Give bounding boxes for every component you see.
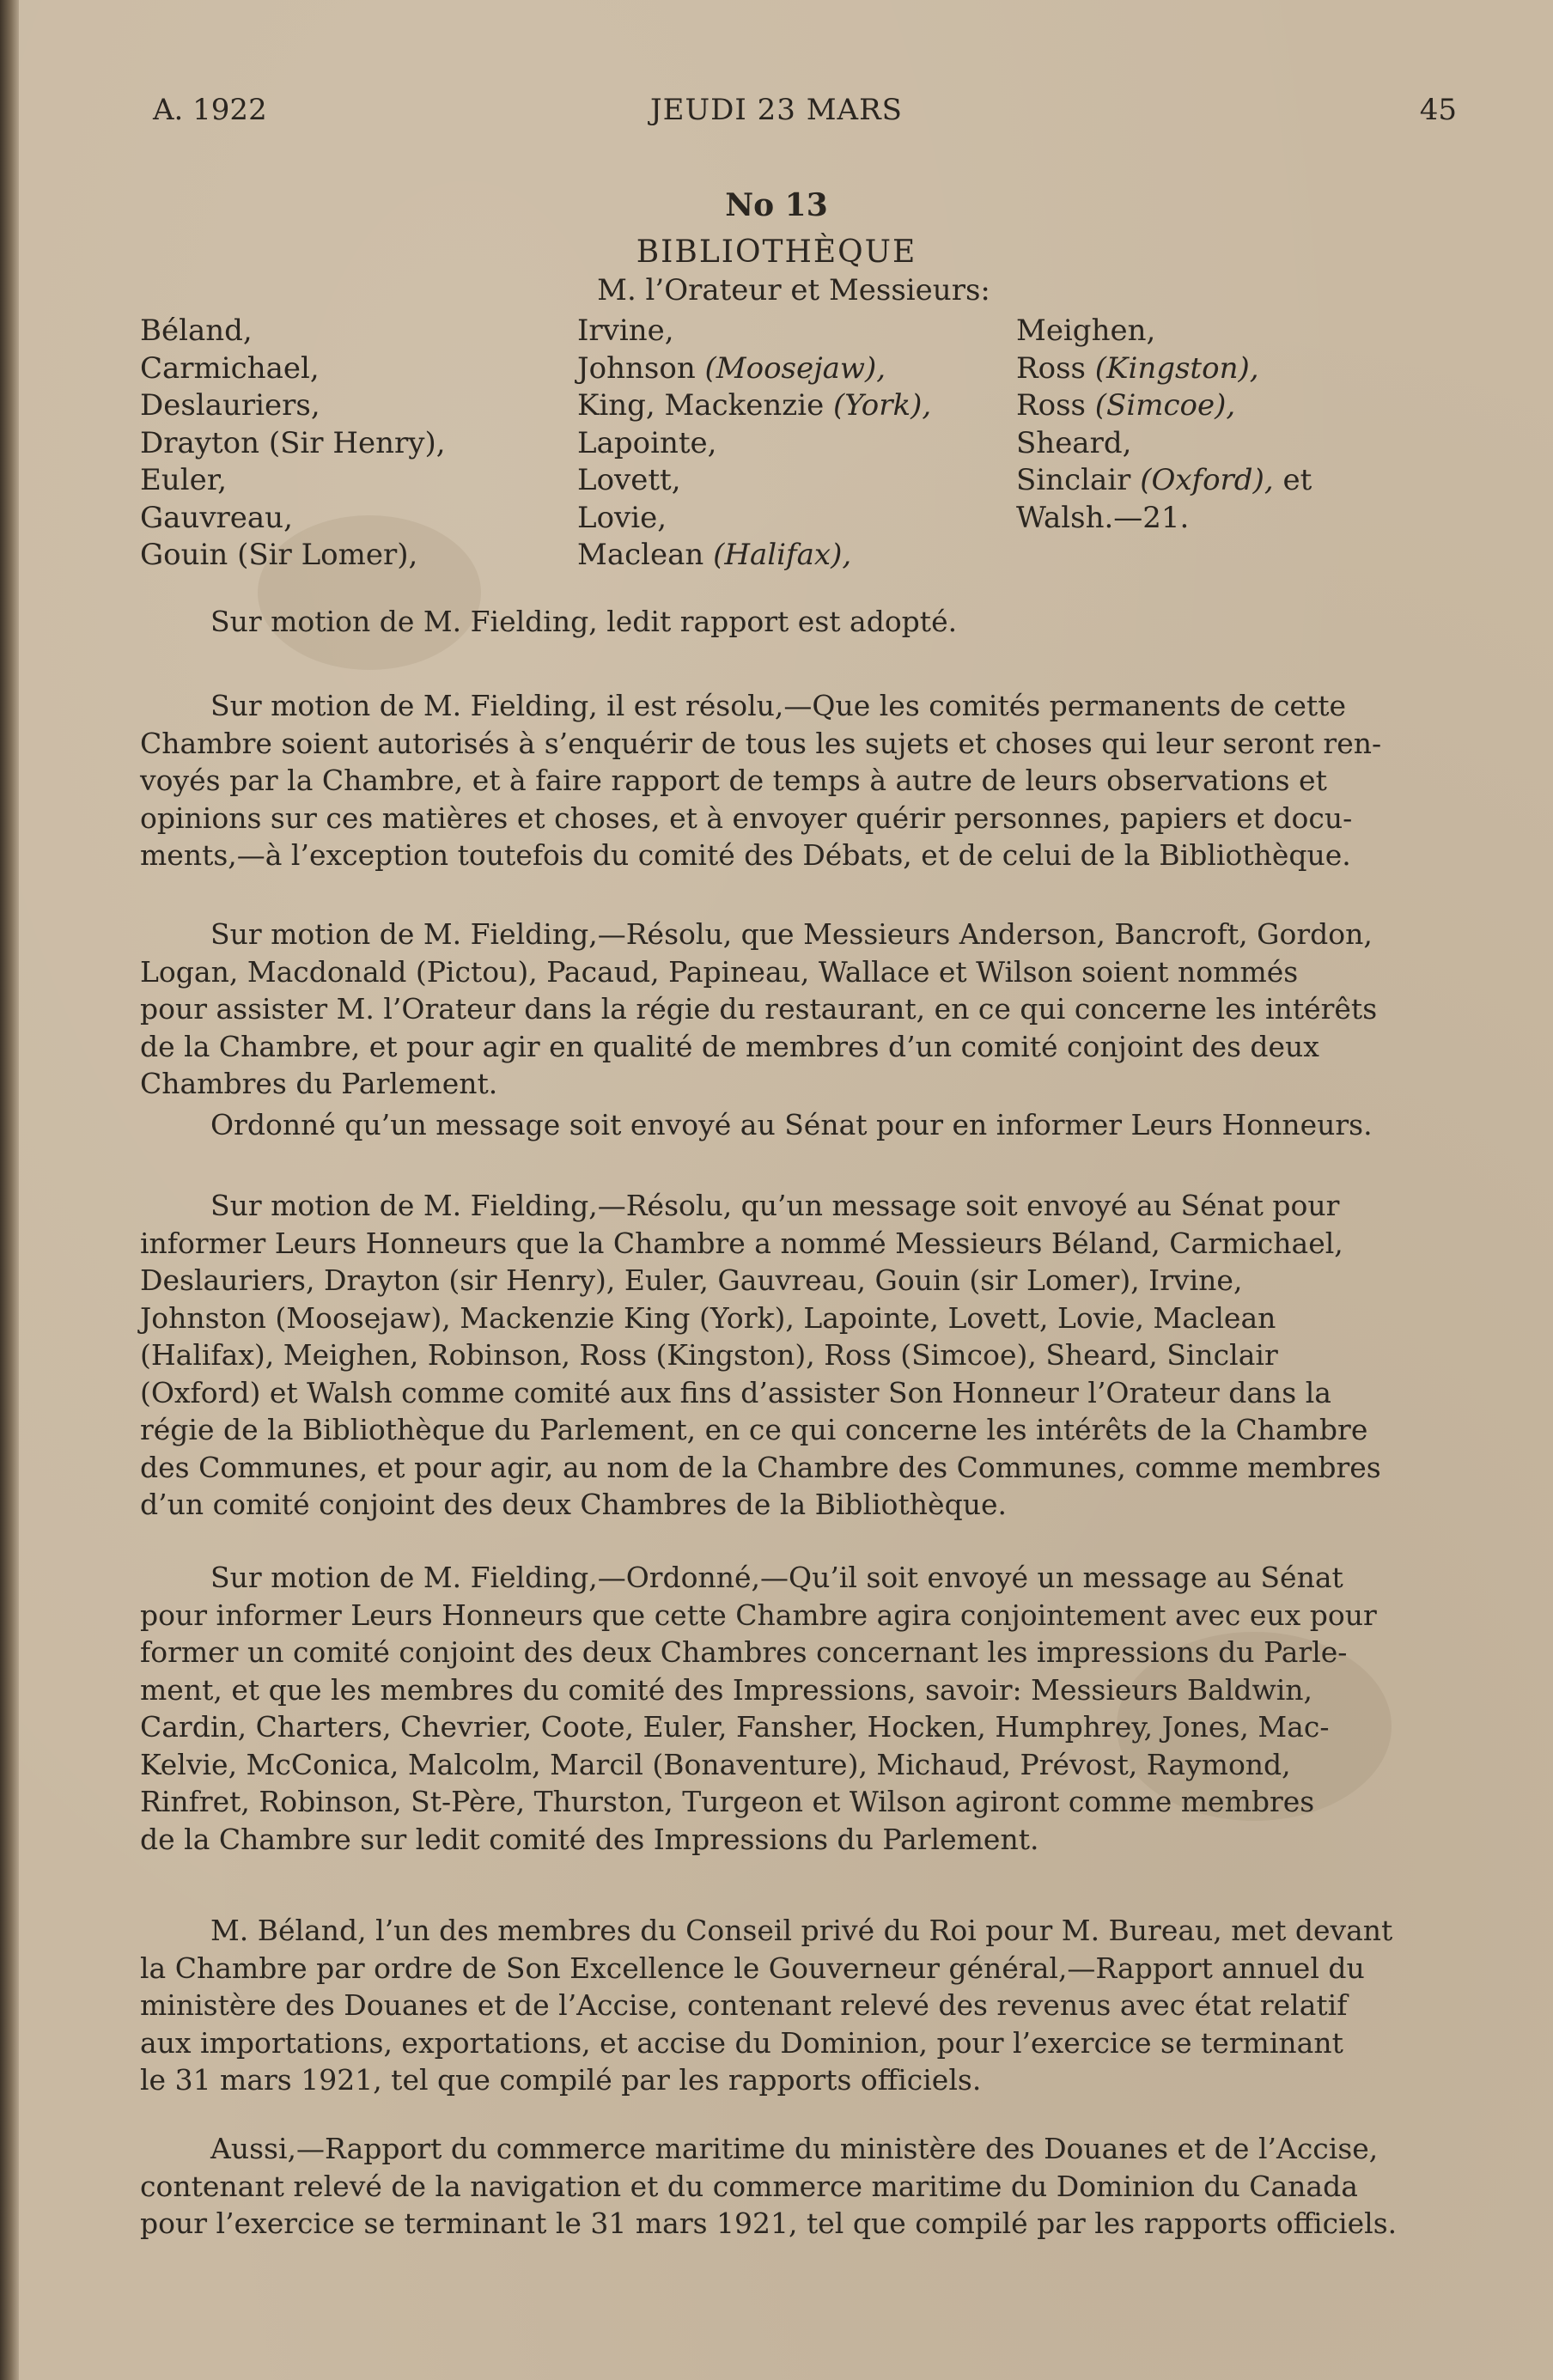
text-line: informer Leurs Honneurs que la Chambre a nommé Messieurs Béland, Carmichael,	[140, 1226, 1343, 1260]
member-name: Carmichael,	[140, 350, 320, 386]
text-line: de la Chambre sur ledit comité des Impressions du Parlement.	[140, 1822, 1039, 1856]
committee-members	[0, 313, 1553, 579]
member-name: Ross	[1016, 388, 1095, 423]
text-line: Deslauriers, Drayton (sir Henry), Euler, Gauvreau, Gouin (sir Lomer), Irvine,	[140, 1263, 1243, 1297]
member-riding: (Oxford),	[1140, 463, 1274, 497]
member-entry	[1016, 387, 1312, 425]
member-entry	[1016, 313, 1312, 350]
page-number: 45	[1419, 93, 1457, 127]
text-line: (Oxford) et Walsh comme comité aux fins d’assister Son Honneur l’Orateur dans la	[140, 1375, 1331, 1409]
member-name: Lovett,	[577, 463, 681, 497]
committee-title: BIBLIOTHÈQUE	[636, 234, 917, 270]
member-entry	[577, 462, 931, 500]
text-line: (Halifax), Meighen, Robinson, Ross (Kingston), Ross (Simcoe), Sheard, Sinclair	[140, 1338, 1278, 1372]
paragraph-standing-committees	[140, 687, 1446, 874]
member-name: Maclean	[577, 538, 714, 572]
text-line: Rinfret, Robinson, St-Père, Thurston, Turgeon et Wilson agiront comme membres	[140, 1785, 1315, 1818]
member-entry	[577, 500, 931, 538]
member-entry	[577, 537, 931, 575]
text-line: pour informer Leurs Honneurs que cette Chambre agira conjointement avec eux pour	[140, 1598, 1377, 1632]
paragraph-senate-message	[140, 1106, 1446, 1144]
text-line: de la Chambre, et pour agir en qualité de membres d’un comité conjoint des deux	[140, 1029, 1319, 1063]
header-year: A. 1922	[153, 93, 267, 127]
member-name: Ross	[1016, 350, 1095, 386]
text-line: Chambre soient autorisés à s’enquérir de tous les sujets et choses qui leur seront ren-	[140, 726, 1382, 760]
member-entry	[1016, 350, 1312, 388]
member-riding: (Kingston),	[1094, 350, 1259, 386]
text-line: d’un comité conjoint des deux Chambres de la Bibliothèque.	[140, 1488, 1007, 1521]
text-line: Aussi,—Rapport du commerce maritime du ministère des Douanes et de l’Accise,	[210, 2132, 1379, 2165]
member-name: Meighen,	[1016, 313, 1156, 348]
text-line: des Communes, et pour agir, au nom de la Chambre des Communes, comme membres	[140, 1450, 1381, 1484]
text-line: le 31 mars 1921, tel que compilé par les rapports officiels.	[140, 2063, 982, 2097]
member-name: Gauvreau,	[140, 500, 293, 535]
member-entry	[577, 313, 931, 350]
text-line: Sur motion de M. Fielding,—Ordonné,—Qu’il soit envoyé un message au Sénat	[210, 1561, 1343, 1594]
text-line: pour l’exercice se terminant le 31 mars 1921, tel que compilé par les rapports officiels.	[140, 2207, 1398, 2240]
member-entry	[577, 350, 931, 388]
member-riding: (Moosejaw),	[704, 350, 886, 386]
text-line: Cardin, Charters, Chevrier, Coote, Euler, Fansher, Hocken, Humphrey, Jones, Mac-	[140, 1710, 1330, 1744]
member-name: Irvine,	[577, 313, 674, 348]
member-name: Deslauriers,	[140, 388, 320, 423]
text-line: Johnston (Moosejaw), Mackenzie King (York), Lapointe, Lovett, Lovie, Maclean	[140, 1300, 1276, 1335]
member-entry	[577, 387, 931, 425]
member-entry	[1016, 500, 1312, 538]
text-line: Sur motion de M. Fielding,—Résolu, qu’un message soit envoyé au Sénat pour	[210, 1189, 1340, 1222]
committee-intro: M. l’Orateur et Messieurs:	[597, 273, 990, 307]
member-name: Walsh.—21.	[1016, 500, 1190, 535]
member-name: Drayton (Sir Henry),	[140, 425, 446, 460]
member-name: Euler,	[140, 463, 228, 497]
text-line: contenant relevé de la navigation et du commerce maritime du Dominion du Canada	[140, 2169, 1358, 2203]
text-line: Logan, Macdonald (Pictou), Pacaud, Papineau, Wallace et Wilson soient nommés	[140, 954, 1299, 989]
page-header	[0, 93, 1553, 136]
member-entry	[577, 425, 931, 463]
text-line: ment, et que les membres du comité des Impressions, savoir: Messieurs Baldwin,	[140, 1672, 1313, 1707]
text-line: ments,—à l’exception toutefois du comité des Débats, et de celui de la Bibliothèque.	[140, 838, 1351, 872]
member-name: Sheard,	[1016, 425, 1132, 460]
text-line: Kelvie, McConica, Malcolm, Marcil (Bonaventure), Michaud, Prévost, Raymond,	[140, 1747, 1291, 1781]
member-name: Béland,	[140, 313, 253, 348]
member-name: Lapointe,	[577, 425, 717, 460]
member-entry	[1016, 462, 1312, 500]
text-line: Sur motion de M. Fielding, ledit rapport est adopté.	[210, 605, 958, 638]
header-date: JEUDI 23 MARS	[650, 93, 903, 127]
members-column-1	[140, 313, 446, 575]
member-riding: (York),	[833, 388, 932, 423]
text-line: pour assister M. l’Orateur dans la régie du restaurant, en ce qui concerne les intérêts	[140, 992, 1378, 1026]
text-line: Chambres du Parlement.	[140, 1067, 498, 1100]
member-name: Johnson	[577, 350, 705, 386]
members-column-3	[1016, 313, 1312, 537]
member-entry	[1016, 425, 1312, 463]
text-line: la Chambre par ordre de Son Excellence le Gouverneur général,—Rapport annuel du	[140, 1951, 1365, 1985]
member-name: King, Mackenzie	[577, 388, 834, 423]
text-line: voyés par la Chambre, et à faire rapport de temps à autre de leurs observations et	[140, 764, 1327, 797]
text-line: Sur motion de M. Fielding, il est résolu,—Que les comités permanents de cette	[210, 689, 1346, 722]
member-suffix: et	[1273, 463, 1312, 497]
member-name: Gouin (Sir Lomer),	[140, 538, 418, 572]
text-line: aux importations, exportations, et accise du Dominion, pour l’exercice se terminant	[140, 2025, 1343, 2060]
text-line: ministère des Douanes et de l’Accise, contenant relevé des revenus avec état relatif	[140, 1988, 1348, 2022]
member-name: Sinclair	[1016, 463, 1141, 497]
members-column-2	[577, 313, 931, 575]
committee-number: No 13	[725, 187, 828, 223]
text-line: M. Béland, l’un des membres du Conseil privé du Roi pour M. Bureau, met devant	[210, 1914, 1393, 1947]
text-line: opinions sur ces matières et choses, et à envoyer quérir personnes, papiers et docu-	[140, 800, 1353, 835]
paragraph-maritime-report	[140, 2130, 1446, 2243]
text-line: Sur motion de M. Fielding,—Résolu, que Messieurs Anderson, Bancroft, Gordon,	[210, 917, 1373, 951]
member-name: Lovie,	[577, 500, 667, 535]
paragraph-customs-report	[140, 1912, 1446, 2099]
text-line: régie de la Bibliothèque du Parlement, en ce qui concerne les intérêts de la Chambre	[140, 1413, 1368, 1446]
text-line: Ordonné qu’un message soit envoyé au Sénat pour en informer Leurs Honneurs.	[210, 1108, 1373, 1141]
member-riding: (Halifax),	[713, 538, 852, 572]
paragraph-printing-committee	[140, 1559, 1446, 1858]
paragraph-restaurant-committee	[140, 916, 1446, 1103]
paragraph-report-adopted	[140, 603, 1446, 641]
text-line: former un comité conjoint des deux Chambres concernant les impressions du Parle-	[140, 1635, 1348, 1669]
member-riding: (Simcoe),	[1094, 388, 1236, 423]
paragraph-library-committee	[140, 1187, 1446, 1524]
